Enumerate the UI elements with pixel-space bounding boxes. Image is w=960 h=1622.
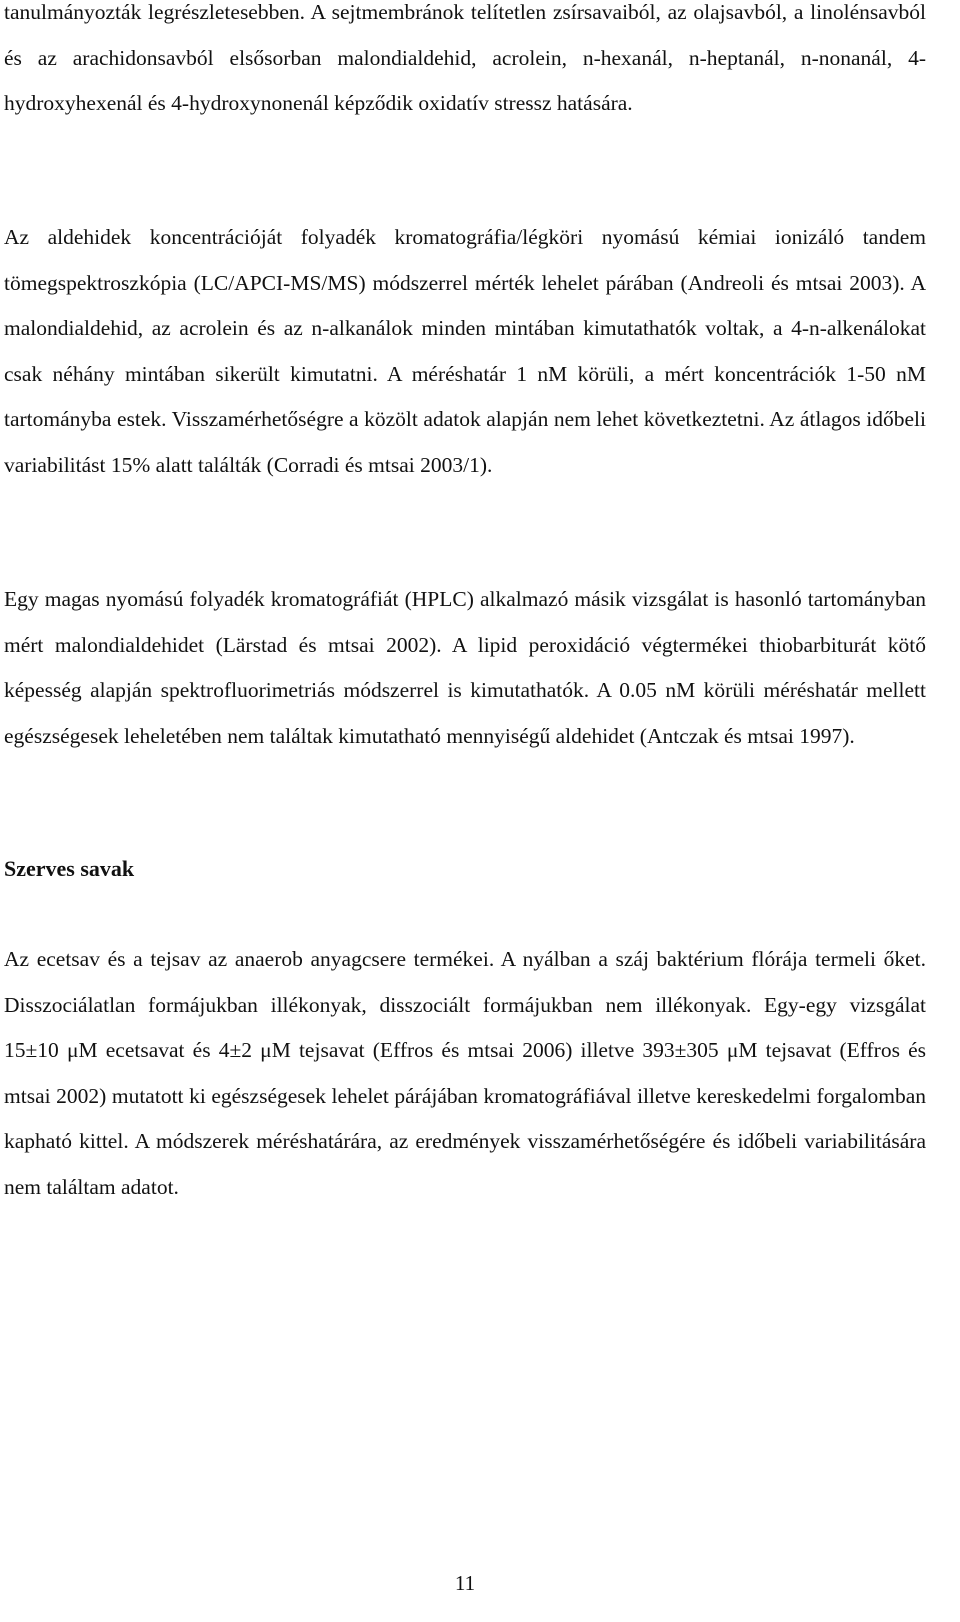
paragraph-lipid-peroxidation: tanulmányozták legrészletesebben. A sejtmembránok telítetlen zsírsavaiból, az olajsavból, a linolénsavból és az arachidonsavból elsősorban malondialdehid, acrolein, n-hexanál, n-heptanál, n-nonanál, 4-hydroxyhexenál és 4-hydroxynonenál képződik oxidatív stressz hatására. — [4, 0, 926, 115]
paragraph-hplc-study: Egy magas nyomású folyadék kromatográfiát (HPLC) alkalmazó másik vizsgálat is hasonló tartományban mért malondialdehidet (Lärstad és mtsai 2002). A lipid peroxidáció végtermékei thiobarbiturát kötő képesség alapján spektrofluorimetriás módszerrel is kimutathatók. A 0.05 nM körüli méréshatár mellett egészségesek leheletében nem találtak kimutatható mennyiségű aldehidet (Antczak és mtsai 1997). — [4, 587, 926, 748]
page-number: 11 — [454, 1571, 476, 1595]
paragraph-organic-acids: Az ecetsav és a tejsav az anaerob anyagcsere termékei. A nyálban a száj baktérium flórája termeli őket. Disszociálatlan formájukban illékonyak, disszociált formájukban nem illékonyak. Egy-egy vizsgálat 15±10 μM ecetsavat és 4±2 μM tejsavat (Effros és mtsai 2006) illetve 393±305 μM tejsavat (Effros és mtsai 2002) mutatott ki egészségesek lehelet párájában kromatográfiával illetve kereskedelmi forgalomban kapható kittel. A módszerek méréshatárára, az eredmények visszamérhetőségére és időbeli variabilitására nem találtam adatot. — [4, 947, 926, 1199]
paragraph-aldehyde-measurement: Az aldehidek koncentrációját folyadék kromatográfia/légköri nyomású kémiai ionizáló tandem tömegspektroszkópia (LC/APCI-MS/MS) módszerrel mérték lehelet párában (Andreoli és mtsai 2003). A malondialdehid, az acrolein és az n-alkanálok minden mintában kimutathatók voltak, a 4-n-alkenálokat csak néhány mintában sikerült kimutatni. A méréshatár 1 nM körüli, a mért koncentrációk 1-50 nM tartományba estek. Visszamérhetőségre a közölt adatok alapján nem lehet következtetni. Az átlagos időbeli variabilitást 15% alatt találták (Corradi és mtsai 2003/1). — [4, 225, 926, 477]
section-heading: Szerves savak — [4, 856, 135, 881]
